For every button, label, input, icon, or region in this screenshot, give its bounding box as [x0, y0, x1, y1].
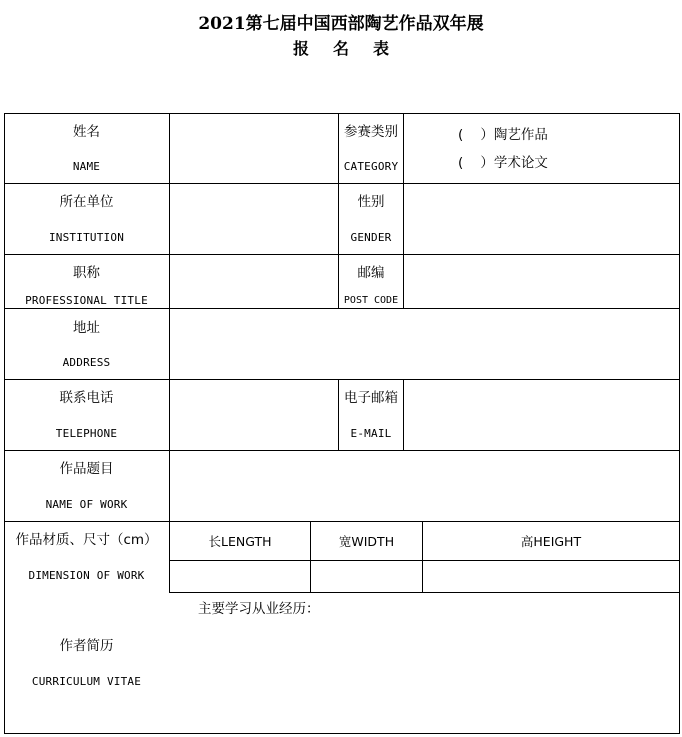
cv-field[interactable] — [170, 620, 679, 732]
dimension-label-en: DIMENSION OF WORK — [28, 569, 145, 582]
post-code-label-en: POST CODE — [343, 295, 399, 306]
form-subtitle: 报名表 — [292, 39, 413, 58]
name-label-en: NAME — [72, 160, 101, 173]
category-option-paper[interactable]: ( ）学术论文 — [458, 155, 548, 171]
category-label-en: CATEGORY — [343, 160, 399, 173]
table-border-bottom — [4, 733, 680, 734]
professional-title-field[interactable] — [170, 255, 338, 308]
telephone-field[interactable] — [170, 380, 338, 450]
address-field[interactable] — [170, 309, 679, 379]
professional-title-label-en: PROFESSIONAL TITLE — [25, 294, 148, 307]
post-code-label: 邮编 — [357, 265, 385, 281]
length-field[interactable] — [170, 561, 310, 592]
width-field[interactable] — [311, 561, 422, 592]
name-label: 姓名 — [73, 124, 100, 140]
work-name-field[interactable] — [170, 451, 679, 521]
work-name-label-en: NAME OF WORK — [45, 498, 128, 511]
email-label-en: E-MAIL — [350, 427, 392, 440]
telephone-label-en: TELEPHONE — [55, 427, 118, 440]
table-border-top — [4, 113, 680, 114]
cv-note: 主要学习从业经历： — [198, 601, 320, 617]
height-header: 高HEIGHT — [520, 534, 582, 549]
table-border-right — [679, 113, 680, 734]
name-field[interactable] — [170, 114, 338, 183]
email-label: 电子邮箱 — [344, 390, 398, 406]
institution-field[interactable] — [170, 184, 338, 254]
address-label-en: ADDRESS — [62, 356, 111, 369]
row-divider — [4, 521, 680, 522]
gender-label-en: GENDER — [350, 231, 392, 244]
email-field[interactable] — [404, 380, 679, 450]
dimension-bottom — [169, 592, 680, 593]
gender-label: 性别 — [357, 194, 385, 210]
dimension-label: 作品材质、尺寸（cm） — [15, 532, 158, 548]
cv-label: 作者简历 — [59, 638, 114, 654]
form-title: 2021第七届中国西部陶艺作品双年展 — [198, 14, 484, 34]
work-name-label: 作品题目 — [59, 461, 114, 477]
category-label: 参赛类别 — [344, 124, 398, 140]
post-code-field[interactable] — [404, 255, 679, 308]
address-label: 地址 — [73, 320, 100, 336]
gender-field[interactable] — [404, 184, 679, 254]
length-header: 长LENGTH — [208, 534, 272, 549]
institution-label-en: INSTITUTION — [48, 231, 125, 244]
category-option-ceramics[interactable]: ( ）陶艺作品 — [458, 127, 548, 143]
height-field[interactable] — [423, 561, 679, 592]
cv-label-en: CURRICULUM VITAE — [31, 675, 142, 688]
width-header: 宽WIDTH — [338, 534, 395, 549]
institution-label: 所在单位 — [59, 194, 114, 210]
professional-title-label: 职称 — [73, 265, 100, 281]
telephone-label: 联系电话 — [59, 390, 114, 406]
